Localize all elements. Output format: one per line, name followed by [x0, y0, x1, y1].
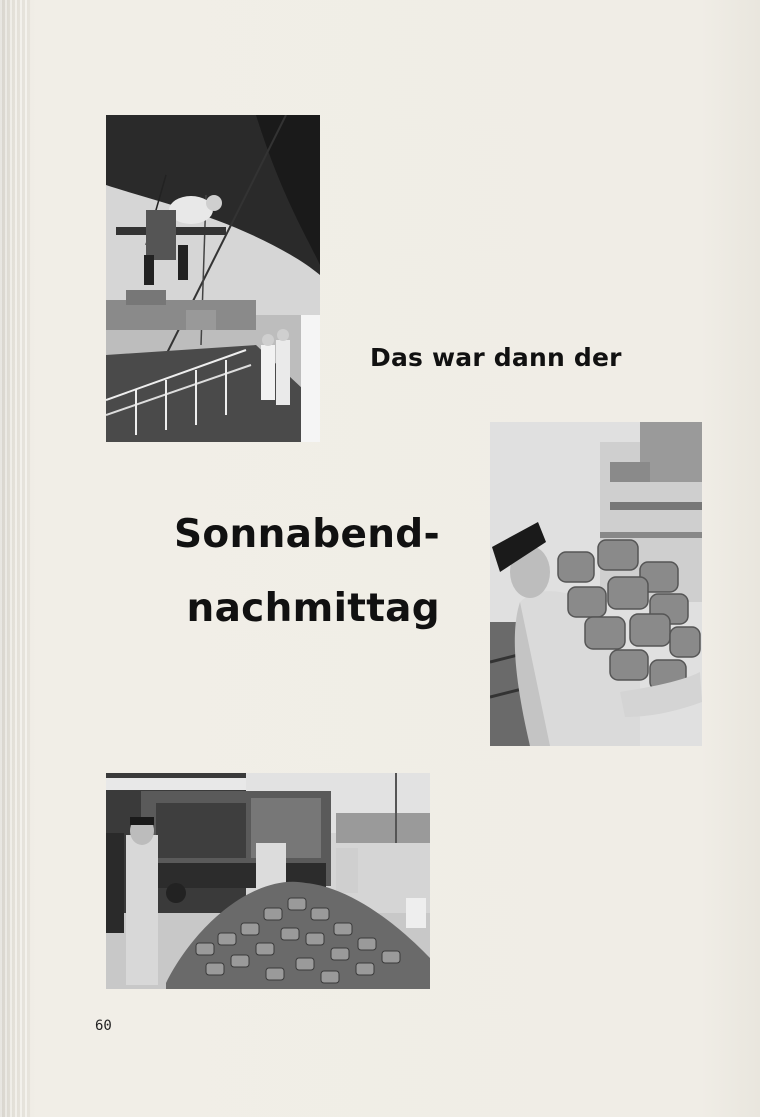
title-line-2: nachmittag	[186, 586, 440, 631]
title-line-1: Sonnabend-	[174, 512, 440, 557]
page-number: 60	[95, 1018, 112, 1034]
photo-bread-pile-at-truck	[106, 773, 430, 989]
page-binding-edge	[0, 0, 30, 1117]
caption-intro: Das war dann der	[370, 343, 622, 372]
photo-sailor-carrying-bread	[490, 422, 702, 746]
photo-sailors-rigging	[106, 115, 320, 442]
